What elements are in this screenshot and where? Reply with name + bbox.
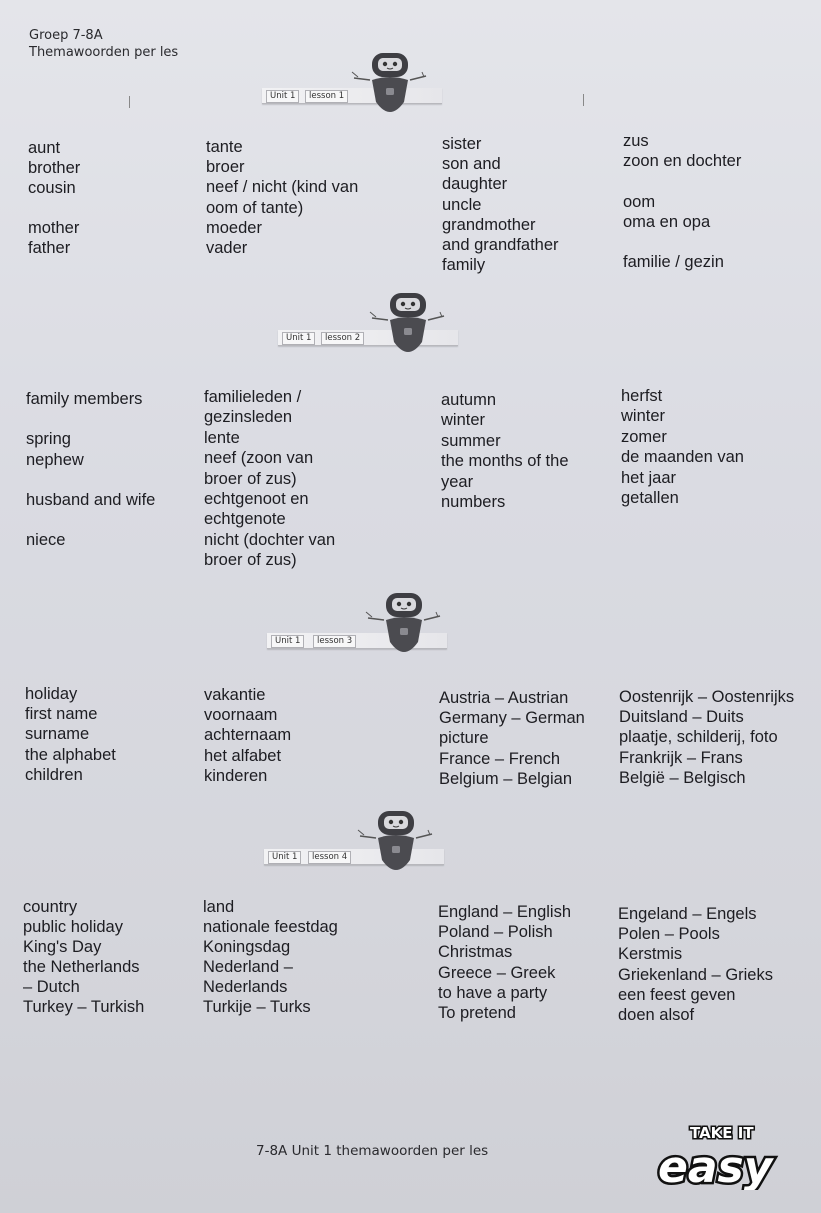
english-word: summer	[441, 432, 501, 450]
lesson-label: lesson 4	[308, 851, 351, 864]
dutch-translation: getallen	[621, 489, 679, 507]
svg-text:easy: easy	[658, 1142, 773, 1190]
lesson-label: lesson 2	[321, 332, 364, 345]
english-word: family	[442, 256, 486, 274]
english-word: holiday	[25, 685, 78, 703]
dutch-translation: gezinsleden	[204, 408, 293, 426]
english-word: Turkey – Turkish	[23, 998, 145, 1016]
dutch-translation: een feest geven	[618, 986, 736, 1004]
dutch-translation: vakantie	[204, 686, 266, 704]
english-word: picture	[439, 729, 489, 747]
dutch-translation: moeder	[206, 219, 262, 237]
scan-mark	[583, 94, 584, 106]
english-word: To pretend	[438, 1004, 516, 1022]
dutch-translation: familie / gezin	[623, 253, 724, 271]
dutch-translation: Kerstmis	[618, 945, 683, 963]
dutch-translation: oma en opa	[623, 213, 711, 231]
robot-mascot-icon	[350, 50, 430, 122]
dutch-translation: plaatje, schilderij, foto	[619, 728, 778, 746]
header-title: Themawoorden per les	[29, 45, 179, 60]
english-word: niece	[26, 531, 66, 549]
dutch-translation: Frankrijk – Frans	[619, 749, 743, 767]
dutch-translation: het alfabet	[204, 747, 282, 765]
dutch-translation: land	[203, 898, 235, 916]
dutch-translation: broer of zus)	[204, 470, 297, 488]
dutch-translation: het jaar	[621, 469, 677, 487]
svg-text:TAKE IT: TAKE IT	[690, 1124, 754, 1142]
dutch-translation: zomer	[621, 428, 667, 446]
dutch-translation: oom	[623, 193, 656, 211]
dutch-translation: tante	[206, 138, 243, 156]
header-group: Groep 7-8A	[29, 28, 103, 43]
robot-mascot-icon	[364, 590, 444, 662]
english-word: and grandfather	[442, 236, 559, 254]
english-word: Greece – Greek	[438, 964, 556, 982]
english-word: country	[23, 898, 78, 916]
unit-label: Unit 1	[268, 851, 301, 864]
english-word: England – English	[438, 903, 572, 921]
unit-label: Unit 1	[266, 90, 299, 103]
dutch-translation: de maanden van	[621, 448, 744, 466]
english-word: mother	[28, 219, 80, 237]
dutch-translation: broer	[206, 158, 245, 176]
english-word: husband and wife	[26, 491, 156, 509]
english-word: to have a party	[438, 984, 548, 1002]
english-word: Belgium – Belgian	[439, 770, 572, 788]
unit-label: Unit 1	[271, 635, 304, 648]
dutch-translation: oom of tante)	[206, 199, 304, 217]
english-word: King's Day	[23, 938, 102, 956]
english-word: father	[28, 239, 71, 257]
dutch-translation: herfst	[621, 387, 663, 405]
english-word: Germany – German	[439, 709, 585, 727]
english-word: year	[441, 473, 474, 491]
english-word: children	[25, 766, 83, 784]
dutch-translation: broer of zus)	[204, 551, 297, 569]
english-word: winter	[441, 411, 486, 429]
english-word: daughter	[442, 175, 508, 193]
english-word: public holiday	[23, 918, 123, 936]
robot-mascot-icon	[356, 808, 436, 880]
english-word: sister	[442, 135, 482, 153]
dutch-translation: achternaam	[204, 726, 292, 744]
english-word: Christmas	[438, 943, 513, 961]
dutch-translation: Turkije – Turks	[203, 998, 311, 1016]
unit-label: Unit 1	[282, 332, 315, 345]
dutch-translation: Polen – Pools	[618, 925, 720, 943]
english-word: aunt	[28, 139, 61, 157]
lesson-label: lesson 3	[313, 635, 356, 648]
dutch-translation: Nederlands	[203, 978, 288, 996]
english-word: Poland – Polish	[438, 923, 553, 941]
english-word: brother	[28, 159, 81, 177]
english-word: the months of the	[441, 452, 569, 470]
dutch-translation: vader	[206, 239, 248, 257]
english-word: family members	[26, 390, 143, 408]
english-word: numbers	[441, 493, 506, 511]
english-word: France – French	[439, 750, 561, 768]
dutch-translation: zoon en dochter	[623, 152, 742, 170]
english-word: the alphabet	[25, 746, 116, 764]
english-word: son and	[442, 155, 501, 173]
dutch-translation: kinderen	[204, 767, 268, 785]
dutch-translation: nationale feestdag	[203, 918, 338, 936]
english-word: the Netherlands	[23, 958, 140, 976]
scan-mark	[129, 96, 130, 108]
dutch-translation: familieleden /	[204, 388, 302, 406]
english-word: first name	[25, 705, 98, 723]
english-word: surname	[25, 725, 90, 743]
lesson-label: lesson 1	[305, 90, 348, 103]
dutch-translation: België – Belgisch	[619, 769, 746, 787]
dutch-translation: doen alsof	[618, 1006, 695, 1024]
dutch-translation: Nederland –	[203, 958, 293, 976]
english-word: spring	[26, 430, 71, 448]
english-word: nephew	[26, 451, 84, 469]
english-word: – Dutch	[23, 978, 80, 996]
robot-mascot-icon	[368, 290, 448, 362]
dutch-translation: lente	[204, 429, 240, 447]
dutch-translation: Duitsland – Duits	[619, 708, 744, 726]
english-word: grandmother	[442, 216, 536, 234]
english-word: uncle	[442, 196, 482, 214]
dutch-translation: zus	[623, 132, 649, 150]
dutch-translation: nicht (dochter van	[204, 531, 336, 549]
dutch-translation: Griekenland – Grieks	[618, 966, 773, 984]
page-footer: 7-8A Unit 1 themawoorden per les	[256, 1143, 489, 1159]
dutch-translation: neef / nicht (kind van	[206, 178, 359, 196]
dutch-translation: Engeland – Engels	[618, 905, 757, 923]
dutch-translation: echtgenoot en	[204, 490, 309, 508]
dutch-translation: Koningsdag	[203, 938, 291, 956]
take-it-easy-logo	[652, 1110, 792, 1190]
dutch-translation: voornaam	[204, 706, 278, 724]
english-word: autumn	[441, 391, 497, 409]
dutch-translation: Oostenrijk – Oostenrijks	[619, 688, 795, 706]
english-word: cousin	[28, 179, 76, 197]
dutch-translation: neef (zoon van	[204, 449, 314, 467]
dutch-translation: winter	[621, 407, 666, 425]
english-word: Austria – Austrian	[439, 689, 569, 707]
dutch-translation: echtgenote	[204, 510, 286, 528]
